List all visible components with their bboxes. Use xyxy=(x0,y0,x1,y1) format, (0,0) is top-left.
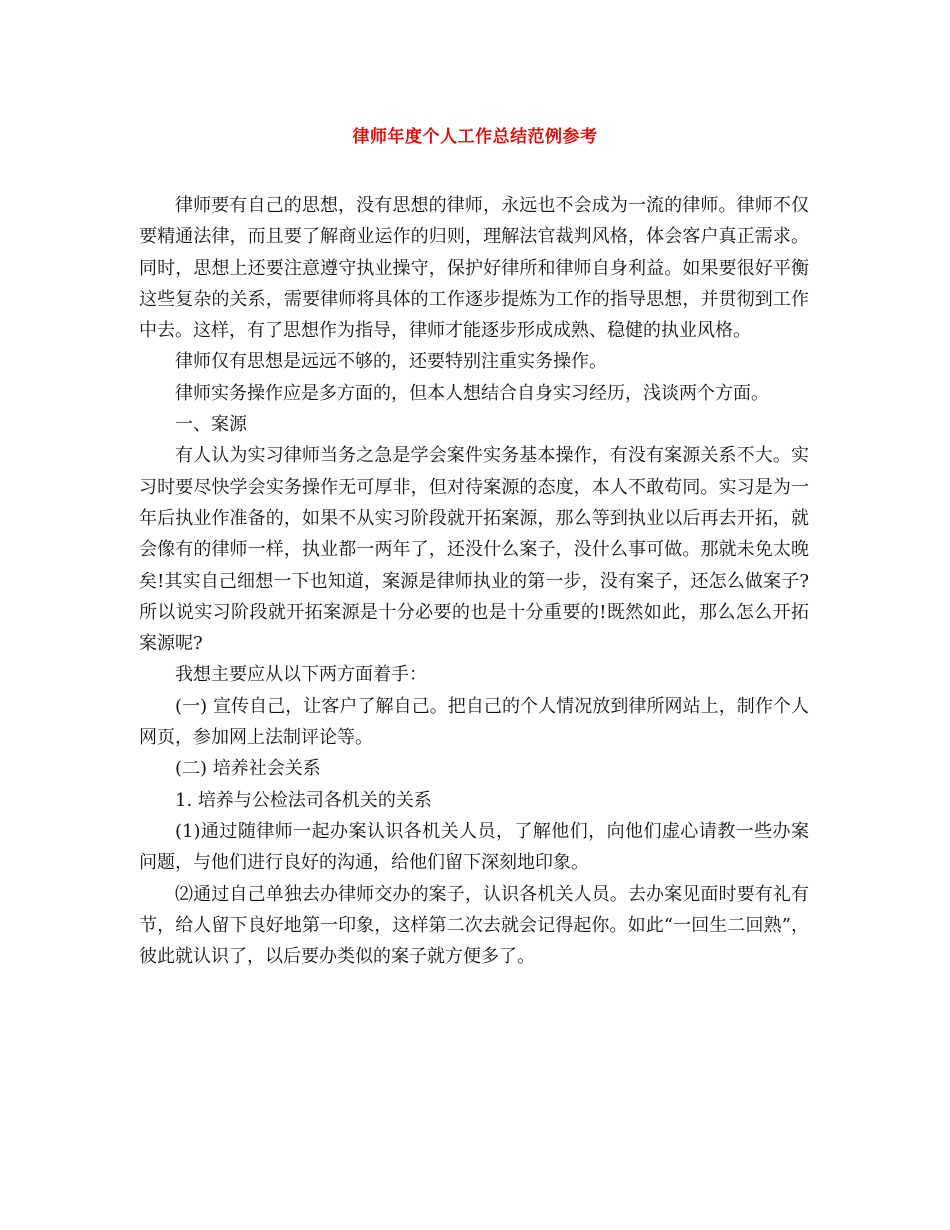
list-item: (一) 宣传自己，让客户了解自己。把自己的个人情况放到律所网站上，制作个人网页，参加网上法制评论等。 xyxy=(139,695,809,749)
paragraph: 律师要有自己的思想，没有思想的律师，永远也不会成为一流的律师。律师不仅要精通法律，而且要了解商业运作的归则，理解法官裁判风格，体会客户真正需求。同时，思想上还要注意遵守执业操守，保护好律所和律师自身利益。如果要很好平衡这些复杂的关系，需要律师将具体的工作逐步提炼为工作的指导思想，并贯彻到工作中去。这样，有了思想作为指导，律师才能逐步形成成熟、稳健的执业风格。 xyxy=(139,195,809,342)
section-heading: 一、案源 xyxy=(175,414,247,436)
list-item: (1)通过随律师一起办案认识各机关人员，了解他们，向他们虚心请教一些办案问题，与他们进行良好的沟通，给他们留下深刻地印象。 xyxy=(139,820,809,874)
paragraph: 律师仅有思想是远远不够的，还要特别注重实务操作。 xyxy=(175,351,607,373)
paragraph: 律师实务操作应是多方面的，但本人想结合自身实习经历，浅谈两个方面。 xyxy=(175,382,769,404)
list-item: ⑵通过自己单独去办律师交办的案子，认识各机关人员。去办案见面时要有礼有节，给人留下良好地第一印象，这样第二次去就会记得起你。如此“一回生二回熟”，彼此就认识了，以后要办类似的案子就方便多了。 xyxy=(139,883,809,968)
list-item: (二) 培养社会关系 xyxy=(175,758,321,780)
paragraph: 有人认为实习律师当务之急是学会案件实务基本操作，有没有案源关系不大。实习时要尽快学会实务操作无可厚非，但对待案源的态度，本人不敢苟同。实习是为一年后执业作准备的，如果不从实习阶段就开拓案源，那么等到执业以后再去开拓，就会像有的律师一样，执业都一两年了，还没什么案子，没什么事可做。那就未免太晚矣!其实自己细想一下也知道，案源是律师执业的第一步，没有案子，还怎么做案子?所以说实习阶段就开拓案源是十分必要的也是十分重要的!既然如此，那么怎么开拓案源呢? xyxy=(139,445,809,655)
list-item: 1. 培养与公检法司各机关的关系 xyxy=(175,789,432,811)
document-title: 律师年度个人工作总结范例参考 xyxy=(352,127,598,147)
paragraph: 我想主要应从以下两方面着手： xyxy=(175,664,427,686)
document-body xyxy=(139,190,809,972)
